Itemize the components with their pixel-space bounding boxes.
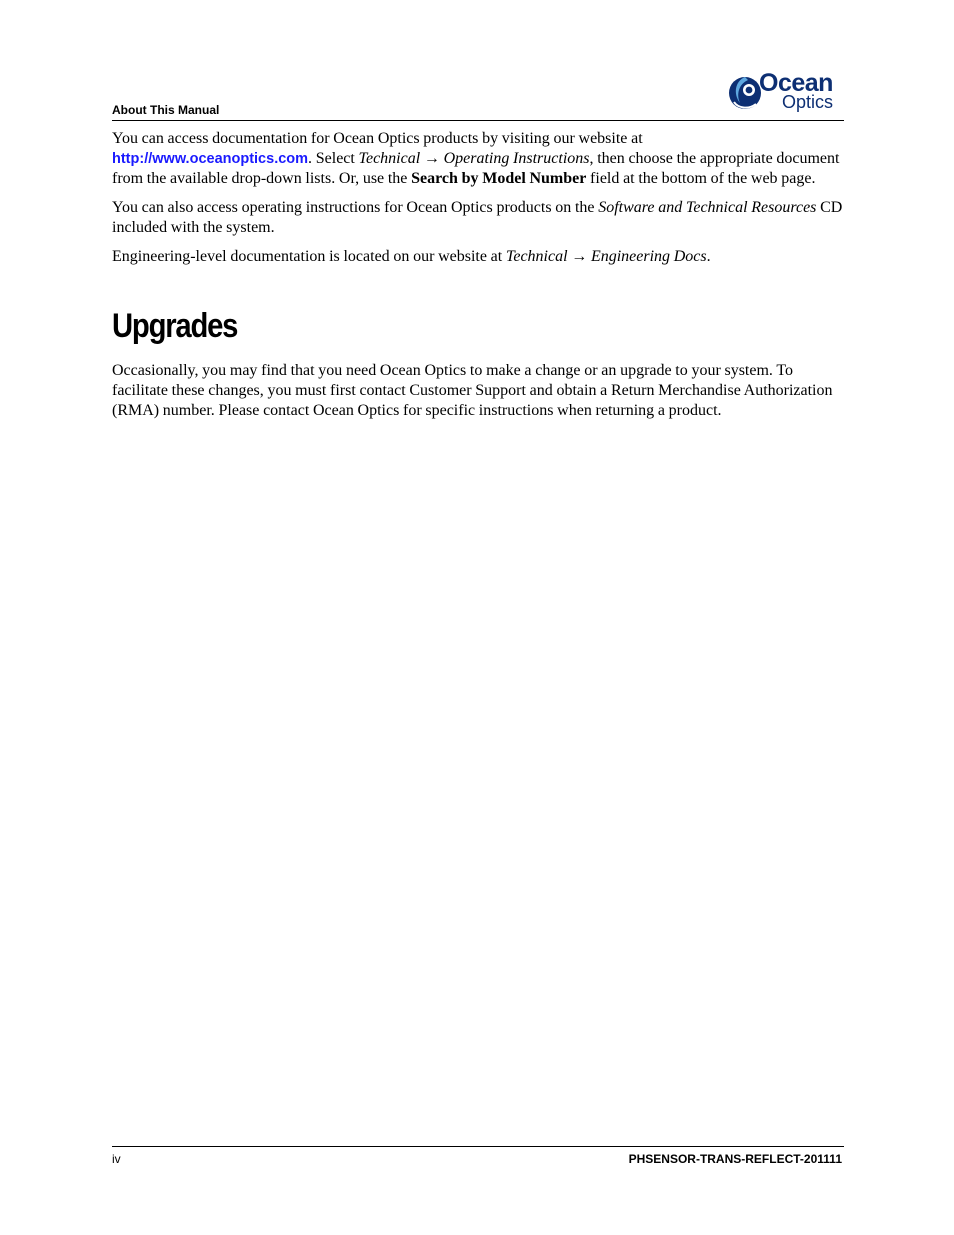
website-link[interactable]: http://www.oceanoptics.com — [112, 151, 309, 167]
text: CD included with the system. — [112, 199, 843, 236]
logo-word-ocean: Ocean — [759, 69, 833, 97]
paragraph-website-docs — [112, 129, 844, 189]
footer-rule — [112, 1146, 844, 1147]
ocean-optics-logo — [728, 70, 844, 116]
search-field-name: Search by Model Number — [411, 170, 587, 187]
running-header-title: About This Manual — [112, 103, 220, 117]
section-heading: Upgrades — [112, 307, 238, 345]
menu-path: Technical → Engineering Docs — [505, 248, 707, 265]
text: , then choose the appropriate document from the available drop-down lists. Or, use the — [112, 150, 840, 187]
text: field at the bottom of the web page. — [586, 170, 816, 187]
text: . — [706, 248, 711, 265]
paragraph-engineering-docs — [112, 247, 844, 267]
text: Engineering-level documentation is located on our website at — [112, 248, 506, 265]
ocean-optics-logo-icon — [728, 72, 762, 112]
cd-title: Software and Technical Resources — [598, 199, 817, 216]
text: You can also access operating instructions for Ocean Optics products on the — [112, 199, 599, 216]
header-rule — [112, 120, 844, 121]
text: . Select — [308, 150, 359, 167]
document-id: PHSENSOR-TRANS-REFLECT-201111 — [628, 1152, 842, 1166]
paragraph-upgrades: Occasionally, you may find that you need Ocean Optics to make a change or an upgrade to your system. To facilitate these changes, you must first contact Customer Support and obtain a Return Merchandise Authorization (RMA) number. Please contact Ocean Optics for specific instructions when returning a product. — [112, 362, 833, 419]
paragraph-cd-docs — [112, 198, 844, 238]
page-content — [112, 129, 844, 421]
menu-path: Technical → Operating Instructions — [358, 150, 590, 167]
logo-word-optics: Optics — [782, 92, 834, 112]
page-number: iv — [112, 1152, 121, 1166]
text: You can access documentation for Ocean Optics products by visiting our website at — [112, 130, 643, 147]
